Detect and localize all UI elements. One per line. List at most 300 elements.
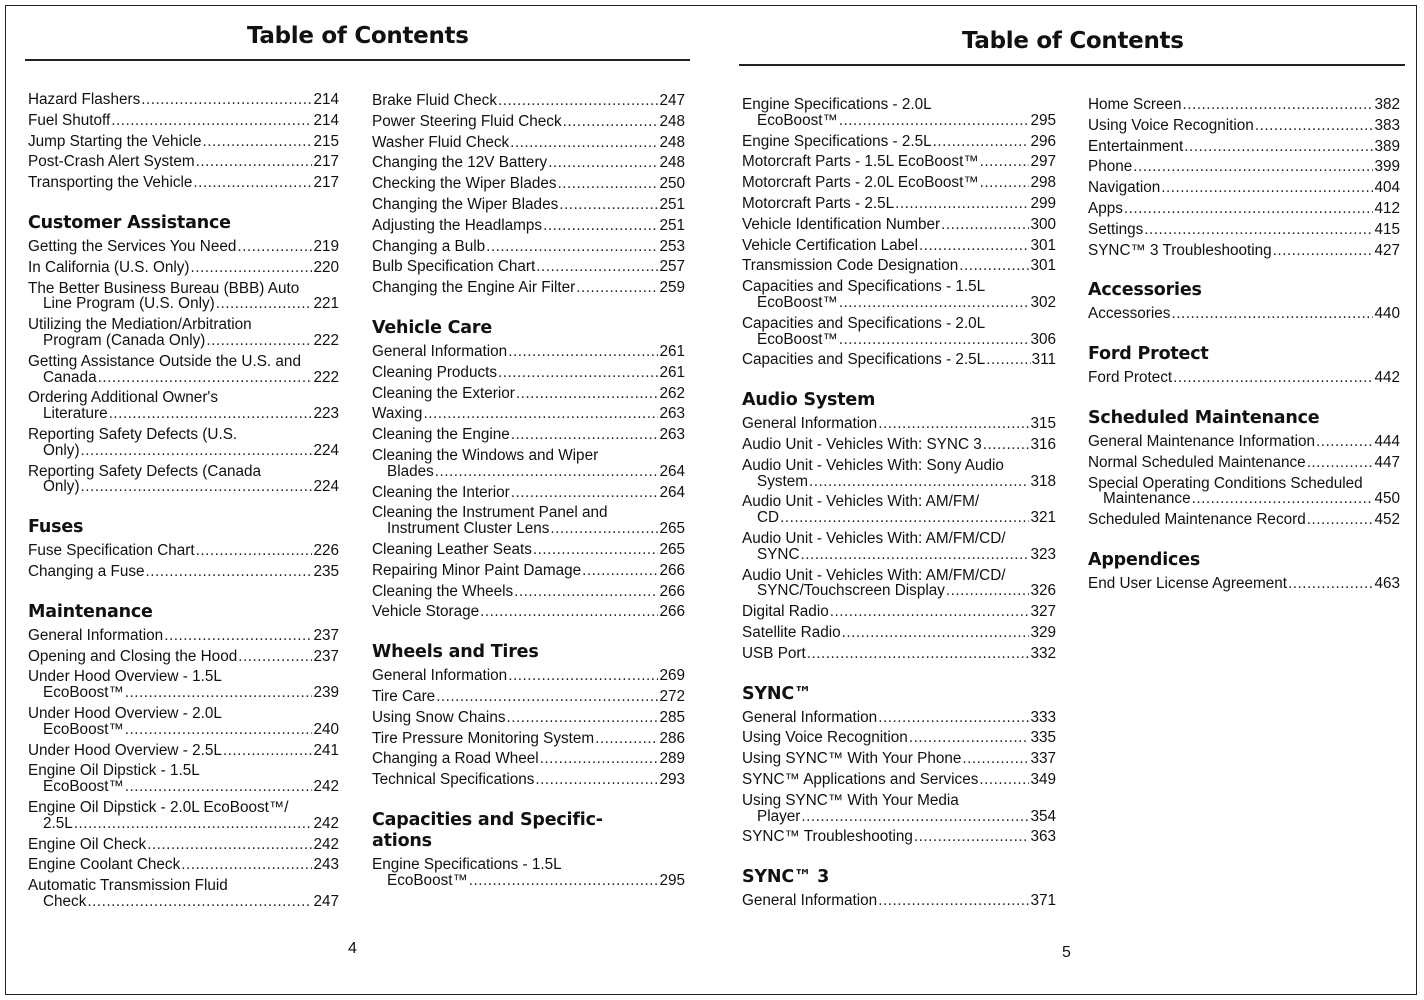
toc-entry[interactable] — [742, 623, 1056, 644]
dot-leader — [507, 710, 659, 726]
toc-page-number: 337 — [1030, 750, 1056, 768]
toc-page-number: 289 — [659, 750, 685, 768]
toc-entry[interactable] — [1088, 199, 1400, 220]
toc-entry-line — [28, 370, 339, 386]
toc-entry[interactable] — [372, 855, 685, 892]
toc-entry-title: Home Screen — [1088, 96, 1182, 113]
toc-entry-title: Program (Canada Only) — [43, 331, 206, 349]
toc-entry[interactable] — [742, 456, 1056, 493]
toc-entry[interactable] — [742, 194, 1056, 215]
toc-page-number: 301 — [1030, 236, 1056, 254]
toc-entry-title: General Information — [372, 667, 508, 685]
dot-leader — [842, 625, 1030, 641]
toc-entry-title: System — [757, 472, 808, 490]
toc-entry-title: Engine Oil Dipstick - 2.0L EcoBoost™/ — [28, 798, 289, 816]
toc-entry-line — [28, 564, 339, 580]
toc-page-number: 257 — [659, 258, 685, 276]
toc-entry[interactable] — [372, 708, 685, 729]
toc-page-number: 306 — [1030, 330, 1056, 348]
dot-leader — [959, 258, 1029, 274]
dot-leader — [979, 772, 1029, 788]
toc-entry[interactable] — [1088, 432, 1400, 453]
toc-entry-title: The Better Business Bureau (BBB) Auto — [28, 279, 300, 297]
toc-entry[interactable] — [28, 425, 339, 462]
toc-page-number: 242 — [313, 778, 339, 796]
toc-entry[interactable] — [742, 173, 1056, 194]
toc-page-number: 250 — [659, 175, 685, 193]
toc-page-number: 248 — [659, 154, 685, 172]
toc-entry-line — [28, 443, 339, 459]
toc-page-number: 316 — [1030, 435, 1056, 453]
toc-entry-title: Audio Unit - Vehicles With: Sony Audio — [742, 456, 1004, 474]
toc-entry[interactable] — [742, 95, 1056, 132]
toc-entry[interactable] — [372, 770, 685, 791]
toc-entry-title: SYNC™ Troubleshooting — [742, 828, 913, 846]
toc-entry[interactable] — [28, 855, 339, 876]
toc-page-number: 224 — [313, 478, 339, 496]
toc-page-number: 318 — [1030, 472, 1056, 490]
toc-entry-title: EcoBoost™ — [43, 720, 124, 738]
toc-entry-title: Repairing Minor Paint Damage — [372, 561, 582, 579]
toc-entry[interactable] — [28, 835, 339, 856]
toc-entry[interactable] — [1088, 178, 1400, 199]
toc-entry[interactable] — [372, 602, 685, 623]
toc-entry-line — [742, 332, 1056, 348]
dot-leader — [423, 406, 658, 422]
toc-entry-title: Adjusting the Headlamps — [372, 216, 543, 234]
toc-entry[interactable] — [28, 462, 339, 499]
toc-entry[interactable] — [372, 582, 685, 603]
toc-entry-title: Special Operating Conditions Scheduled — [1088, 474, 1363, 492]
toc-entry[interactable] — [28, 876, 339, 913]
section-heading-line: ations — [372, 830, 432, 851]
right-page-number: 5 — [1062, 944, 1071, 961]
dot-leader — [511, 485, 659, 501]
dot-leader — [839, 332, 1030, 348]
toc-entry[interactable] — [742, 770, 1056, 791]
toc-entry[interactable] — [28, 704, 339, 741]
toc-entry-line — [372, 542, 685, 558]
toc-entry-line — [742, 238, 1056, 254]
toc-entry-title: Cleaning Products — [372, 363, 497, 381]
toc-entry[interactable] — [742, 644, 1056, 665]
toc-entry[interactable] — [1088, 304, 1400, 325]
toc-entry-title: Vehicle Identification Number — [742, 215, 941, 233]
left-page-column-2 — [372, 91, 685, 892]
toc-entry-title: Getting the Services You Need — [28, 237, 237, 255]
toc-entry-title: Cleaning the Engine — [372, 426, 510, 444]
dot-leader — [125, 779, 313, 795]
toc-entry-line — [28, 743, 339, 759]
toc-page-number: 299 — [1030, 194, 1056, 212]
right-page-column-1 — [742, 95, 1056, 912]
toc-page-number: 371 — [1030, 892, 1056, 910]
toc-entry[interactable] — [742, 891, 1056, 912]
section-heading — [372, 318, 685, 339]
dot-leader — [540, 751, 659, 767]
toc-page-number: 286 — [659, 729, 685, 747]
toc-entry-line — [372, 135, 685, 151]
toc-page-number: 222 — [313, 331, 339, 349]
dot-leader — [109, 406, 313, 422]
toc-entry[interactable] — [1088, 574, 1400, 595]
dot-leader — [146, 564, 313, 580]
toc-entry-title: Blades — [387, 462, 434, 480]
dot-leader — [946, 583, 1030, 599]
section-heading-line: SYNC™ 3 — [742, 867, 830, 888]
dot-leader — [1161, 180, 1373, 196]
toc-entry[interactable] — [372, 133, 685, 154]
toc-entry-line — [372, 563, 685, 579]
toc-entry[interactable] — [372, 342, 685, 363]
dot-leader — [550, 521, 658, 537]
toc-entry[interactable] — [742, 350, 1056, 371]
toc-entry-title: Changing the 12V Battery — [372, 154, 548, 172]
section-heading — [1088, 344, 1400, 365]
dot-leader — [1255, 118, 1374, 134]
toc-entry[interactable] — [28, 352, 339, 389]
toc-entry[interactable] — [372, 666, 685, 687]
toc-page-number: 295 — [659, 871, 685, 889]
toc-entry-title: Brake Fluid Check — [372, 92, 497, 109]
toc-page-number: 239 — [313, 684, 339, 702]
toc-entry-title: Automatic Transmission Fluid — [28, 877, 228, 895]
dot-leader — [141, 92, 312, 108]
toc-page-number: 215 — [313, 132, 339, 150]
toc-entry-line — [372, 218, 685, 234]
toc-entry[interactable] — [742, 414, 1056, 435]
toc-entry-line — [28, 260, 339, 276]
toc-entry[interactable] — [742, 256, 1056, 277]
left-page-title: Table of Contents — [247, 23, 469, 49]
toc-entry-line — [28, 333, 339, 349]
dot-leader — [435, 464, 659, 480]
toc-page-number: 297 — [1030, 153, 1056, 171]
toc-entry[interactable] — [1088, 368, 1400, 389]
toc-entry[interactable] — [1088, 510, 1400, 531]
toc-entry-title: Changing the Wiper Blades — [372, 195, 559, 213]
toc-entry[interactable] — [742, 236, 1056, 257]
toc-entry-line — [742, 646, 1056, 662]
toc-entry-title: Getting Assistance Outside the U.S. and — [28, 352, 301, 370]
toc-page-number: 241 — [313, 741, 339, 759]
toc-entry[interactable] — [28, 132, 339, 153]
toc-entry[interactable] — [372, 216, 685, 237]
section-heading-line: Wheels and Tires — [372, 642, 539, 663]
toc-entry-line — [1088, 306, 1400, 322]
toc-page-number: 266 — [659, 582, 685, 600]
toc-page-number: 263 — [659, 405, 685, 423]
toc-entry[interactable] — [28, 279, 339, 316]
toc-entry-title: Under Hood Overview - 1.5L — [28, 668, 222, 686]
toc-entry[interactable] — [742, 529, 1056, 566]
toc-entry-title: Satellite Radio — [742, 623, 841, 641]
dot-leader — [983, 437, 1030, 453]
toc-entry-title: Digital Radio — [742, 603, 829, 621]
toc-entry-line — [1088, 118, 1400, 134]
toc-entry-line — [742, 113, 1056, 129]
dot-leader — [1288, 576, 1373, 592]
toc-entry-title: EcoBoost™ — [43, 684, 124, 702]
section-heading-line: Accessories — [1088, 280, 1202, 301]
toc-entry[interactable] — [372, 195, 685, 216]
dot-leader — [469, 873, 659, 889]
section-heading — [372, 810, 685, 852]
toc-page-number: 293 — [659, 771, 685, 789]
toc-entry-line — [28, 92, 339, 108]
toc-entry-title: Utilizing the Mediation/Arbitration — [28, 316, 252, 334]
toc-entry[interactable] — [372, 91, 685, 112]
left-page-number: 4 — [348, 940, 357, 957]
toc-entry[interactable] — [742, 492, 1056, 529]
toc-entry[interactable] — [742, 566, 1056, 603]
toc-entry-line — [28, 154, 339, 170]
toc-entry-title: General Information — [742, 708, 878, 726]
toc-entry-title: Fuse Specification Chart — [28, 542, 195, 560]
toc-entry[interactable] — [372, 503, 685, 540]
dot-leader — [558, 176, 659, 192]
toc-entry-line — [1088, 370, 1400, 386]
dot-leader — [809, 474, 1029, 490]
toc-page-number: 217 — [313, 174, 339, 192]
toc-page-number: 266 — [659, 603, 685, 621]
toc-entry[interactable] — [1088, 116, 1400, 137]
dot-leader — [193, 175, 312, 191]
toc-entry[interactable] — [372, 561, 685, 582]
toc-entry[interactable] — [372, 112, 685, 133]
toc-page-number: 237 — [313, 626, 339, 644]
toc-page-number: 329 — [1030, 623, 1056, 641]
toc-page-number: 214 — [313, 111, 339, 129]
toc-entry[interactable] — [372, 278, 685, 299]
toc-entry[interactable] — [28, 626, 339, 647]
toc-entry[interactable] — [742, 435, 1056, 456]
toc-entry[interactable] — [742, 602, 1056, 623]
dot-leader — [980, 154, 1030, 170]
toc-entry-line — [28, 894, 339, 910]
dot-leader — [216, 296, 313, 312]
toc-entry-title: Line Program (U.S. Only) — [43, 295, 215, 313]
dot-leader — [147, 837, 312, 853]
toc-entry[interactable] — [742, 708, 1056, 729]
toc-entry[interactable] — [372, 363, 685, 384]
toc-entry-line — [742, 583, 1056, 599]
toc-entry-line — [28, 685, 339, 701]
toc-entry-title: Cleaning the Instrument Panel and — [372, 504, 608, 522]
toc-page-number: 463 — [1374, 574, 1400, 592]
toc-page-number: 323 — [1030, 545, 1056, 563]
toc-page-number: 220 — [313, 258, 339, 276]
dot-leader — [498, 93, 658, 109]
toc-entry-line — [372, 406, 685, 422]
toc-entry[interactable] — [28, 798, 339, 835]
toc-entry-title: Capacities and Specifications - 1.5L — [742, 278, 986, 296]
toc-entry[interactable] — [372, 425, 685, 446]
toc-entry[interactable] — [742, 314, 1056, 351]
toc-entry[interactable] — [28, 173, 339, 194]
toc-entry[interactable] — [1088, 474, 1400, 511]
toc-entry-line — [372, 197, 685, 213]
toc-page-number: 301 — [1030, 257, 1056, 275]
toc-entry[interactable] — [28, 152, 339, 173]
toc-page-number: 251 — [659, 195, 685, 213]
dot-leader — [191, 260, 313, 276]
toc-entry-title: Tire Pressure Monitoring System — [372, 729, 595, 747]
dot-leader — [480, 604, 658, 620]
dot-leader — [111, 113, 312, 129]
section-heading — [742, 684, 1056, 705]
dot-leader — [81, 443, 313, 459]
toc-entry[interactable] — [742, 827, 1056, 848]
toc-entry-title: Ford Protect — [1088, 369, 1173, 387]
toc-entry[interactable] — [28, 90, 339, 111]
toc-entry-title: Entertainment — [1088, 137, 1184, 155]
toc-page-number: 253 — [659, 237, 685, 255]
toc-entry[interactable] — [28, 258, 339, 279]
toc-page-number: 447 — [1374, 453, 1400, 471]
toc-entry[interactable] — [372, 687, 685, 708]
dot-leader — [878, 893, 1029, 909]
toc-entry-line — [28, 239, 339, 255]
toc-entry-line — [742, 295, 1056, 311]
toc-entry[interactable] — [1088, 157, 1400, 178]
toc-entry[interactable] — [28, 741, 339, 762]
toc-entry-line — [28, 543, 339, 559]
toc-page-number: 383 — [1374, 116, 1400, 134]
toc-entry[interactable] — [1088, 220, 1400, 241]
toc-entry[interactable] — [372, 540, 685, 561]
toc-page-number: 248 — [659, 133, 685, 151]
toc-entry-title: Using Voice Recognition — [742, 729, 908, 747]
toc-entry[interactable] — [28, 562, 339, 583]
toc-entry[interactable] — [372, 174, 685, 195]
toc-entry-title: Instrument Cluster Lens — [387, 520, 550, 538]
toc-entry[interactable] — [372, 257, 685, 278]
dot-leader — [223, 743, 313, 759]
dot-leader — [1144, 222, 1373, 238]
toc-entry-line — [742, 352, 1056, 368]
toc-entry-title: Tire Care — [372, 687, 436, 705]
toc-entry[interactable] — [1088, 453, 1400, 474]
toc-entry-line — [28, 479, 339, 495]
toc-entry[interactable] — [742, 749, 1056, 770]
toc-page-number: 302 — [1030, 293, 1056, 311]
dot-leader — [582, 563, 658, 579]
dot-leader — [576, 280, 658, 296]
toc-entry-line — [742, 416, 1056, 432]
toc-entry-line — [28, 816, 339, 832]
toc-entry[interactable] — [28, 541, 339, 562]
toc-entry[interactable] — [372, 237, 685, 258]
toc-page-number: 262 — [659, 384, 685, 402]
toc-entry-title: EcoBoost™ — [43, 778, 124, 796]
section-heading-line: Fuses — [28, 517, 84, 538]
toc-entry-title: General Information — [742, 892, 878, 910]
toc-entry-title: EcoBoost™ — [757, 330, 838, 348]
toc-entry[interactable] — [1088, 241, 1400, 262]
toc-entry-line — [742, 175, 1056, 191]
toc-page-number: 261 — [659, 342, 685, 360]
toc-entry-line — [372, 365, 685, 381]
toc-entry[interactable] — [28, 111, 339, 132]
dot-leader — [1171, 306, 1373, 322]
toc-page-number: 269 — [659, 667, 685, 685]
toc-entry[interactable] — [28, 647, 339, 668]
dot-leader — [1183, 97, 1374, 113]
toc-entry[interactable] — [742, 728, 1056, 749]
toc-entry[interactable] — [742, 791, 1056, 828]
left-title-rule — [25, 59, 690, 61]
dot-leader — [914, 829, 1030, 845]
dot-leader — [543, 218, 658, 234]
dot-leader — [87, 894, 312, 910]
toc-entry-title: Only) — [43, 441, 80, 459]
toc-entry[interactable] — [28, 388, 339, 425]
toc-entry-line — [1088, 97, 1400, 113]
toc-entry-title: Audio Unit - Vehicles With: AM/FM/CD/ — [742, 529, 1006, 547]
toc-entry-line — [742, 710, 1056, 726]
toc-entry[interactable] — [372, 729, 685, 750]
toc-entry[interactable] — [742, 132, 1056, 153]
toc-page-number: 217 — [313, 153, 339, 171]
toc-entry[interactable] — [742, 277, 1056, 314]
section-heading-line: Audio System — [742, 390, 876, 411]
toc-entry[interactable] — [372, 446, 685, 483]
toc-entry-title: Cleaning the Windows and Wiper — [372, 446, 599, 464]
toc-entry[interactable] — [1088, 137, 1400, 158]
toc-entry[interactable] — [372, 749, 685, 770]
toc-entry[interactable] — [372, 384, 685, 405]
dot-leader — [1173, 370, 1373, 386]
toc-entry[interactable] — [372, 404, 685, 425]
section-heading — [742, 390, 1056, 411]
toc-entry-line — [372, 668, 685, 684]
toc-page-number: 265 — [659, 540, 685, 558]
toc-entry-title: Check — [43, 892, 87, 910]
toc-entry[interactable] — [372, 483, 685, 504]
toc-entry[interactable] — [28, 315, 339, 352]
toc-entry-line — [28, 779, 339, 795]
toc-entry-title: Maintenance — [1103, 490, 1191, 508]
toc-entry[interactable] — [28, 667, 339, 704]
toc-entry[interactable] — [742, 152, 1056, 173]
toc-entry-line — [742, 510, 1056, 526]
dot-leader — [238, 649, 312, 665]
section-heading-line: Capacities and Specific- — [372, 809, 603, 830]
toc-entry[interactable] — [1088, 95, 1400, 116]
toc-entry-line — [742, 604, 1056, 620]
toc-entry[interactable] — [372, 153, 685, 174]
toc-entry-title: Cleaning the Interior — [372, 483, 510, 501]
toc-page-number: 242 — [313, 814, 339, 832]
toc-page-number: 440 — [1374, 305, 1400, 323]
toc-entry[interactable] — [28, 237, 339, 258]
toc-entry-line — [28, 175, 339, 191]
toc-entry-line — [1088, 222, 1400, 238]
dot-leader — [933, 134, 1030, 150]
toc-entry-title: General Information — [372, 342, 508, 360]
toc-entry-title: Washer Fluid Check — [372, 133, 510, 151]
toc-page-number: 349 — [1030, 770, 1056, 788]
toc-page-number: 311 — [1031, 351, 1056, 369]
toc-entry[interactable] — [742, 215, 1056, 236]
dot-leader — [830, 604, 1030, 620]
toc-entry-line — [372, 485, 685, 501]
toc-entry-title: Capacities and Specifications - 2.5L — [742, 351, 986, 369]
toc-entry-line — [28, 649, 339, 665]
toc-entry-title: Hazard Flashers — [28, 91, 141, 108]
toc-entry[interactable] — [28, 761, 339, 798]
